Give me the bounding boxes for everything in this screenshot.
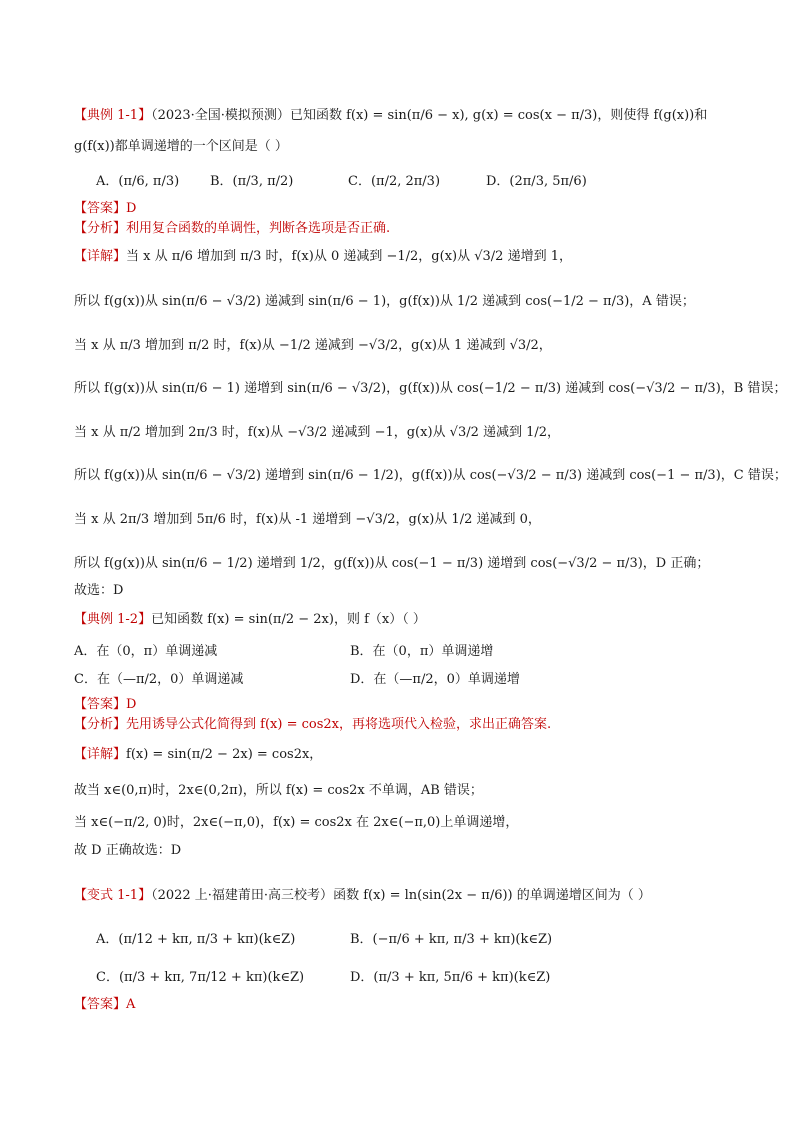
ex11-detail-line1 [74,248,572,266]
ex11-analysis-text: 利用复合函数的单调性，判断各选项是否正确. [126,221,391,236]
var11-option-d: D．(π/3 + kπ, 5π/6 + kπ)(k∈Z) [350,970,551,985]
ex11-detail-line6: 所以 f(g(x))从 sin(π/6 − √3/2) 递增到 sin(π/6 − 1/2)，g(f(x))从 cos(−√3/2 − π/3) 递减到 cos(−1 − π/3)，C 错误； [74,468,787,483]
ex12-option-c: C．在（—π/2，0）单调递减 [74,672,244,687]
var11-source: （2022 上·福建莆田·高三校考） [151,888,334,903]
ex11-stem-line2 [74,138,288,156]
ex12-detail-line1 [74,746,322,764]
ex12-analysis-text: 先用诱导公式化简得到 f(x) = cos2x，再将选项代入检验，求出正确答案. [126,717,552,732]
ex11-detail-line5: 当 x 从 π/2 增加到 2π/3 时，f(x)从 −√3/2 递减到 −1，g(x)从 √3/2 递减到 1/2， [74,425,561,440]
ex11-detail-line7: 当 x 从 2π/3 增加到 5π/6 时，f(x)从 -1 递增到 −√3/2，g(x)从 1/2 递减到 0， [74,512,541,527]
var11-tag: 【变式 1-1】 [74,888,152,903]
ex11-analysis [74,220,390,238]
ex12-analysis [74,716,551,734]
ex11-analysis-tag: 【分析】 [74,221,127,236]
ex12-option-d: D．在（—π/2，0）单调递增 [350,672,520,687]
ex11-answer-value: D [126,201,137,216]
var11-answer-tag: 【答案】 [74,997,127,1012]
ex11-stem-b: g(f(x))都单调递增的一个区间是（ ） [74,139,288,154]
ex12-detail-d1: f(x) = sin(π/2 − 2x) = cos2x， [126,747,323,762]
var11-option-a: A．(π/12 + kπ, π/3 + kπ)(k∈Z) [96,932,296,947]
ex11-answer-tag: 【答案】 [74,201,127,216]
ex11-detail-line2: 所以 f(g(x))从 sin(π/6 − √3/2) 递减到 sin(π/6 − 1)，g(f(x))从 1/2 递减到 cos(−1/2 − π/3)，A 错误； [74,294,695,309]
ex11-source: （2023·全国·模拟预测） [151,108,290,123]
ex12-answer-tag: 【答案】 [74,697,127,712]
var11-option-b: B．(−π/6 + kπ, π/3 + kπ)(k∈Z) [350,932,553,947]
var11-stem [74,887,651,905]
ex11-detail-line4: 所以 f(g(x))从 sin(π/6 − 1) 递增到 sin(π/6 − √3/2)，g(f(x))从 cos(−1/2 − π/3) 递减到 cos(−√3/2 − π/3)，B 错误； [74,381,787,396]
ex11-detail-line8: 所以 f(g(x))从 sin(π/6 − 1/2) 递增到 1/2，g(f(x))从 cos(−1 − π/3) 递增到 cos(−√3/2 − π/3)，D 正确； [74,556,710,571]
ex12-detail-line2: 故当 x∈(0,π)时，2x∈(0,2π)，所以 f(x) = cos2x 不单调，AB 错误； [74,783,483,798]
ex11-answer [74,200,136,218]
ex12-detail-line4: 故 D 正确故选：D [74,843,182,858]
ex12-stem-text: 已知函数 f(x) = sin(π/2 − 2x)，则 f（x）（ ） [151,612,426,627]
ex12-answer [74,696,136,714]
var11-option-c: C．(π/3 + kπ, 7π/12 + kπ)(k∈Z) [96,970,305,985]
ex11-detail-tag: 【详解】 [74,249,127,264]
ex11-detail-d1: 当 x 从 π/6 增加到 π/3 时，f(x)从 0 递减到 −1/2，g(x)从 √3/2 递增到 1， [126,249,572,264]
ex11-option-a: A．(π/6, π/3) [96,174,180,189]
ex11-tag: 【典例 1-1】 [74,108,152,123]
ex11-stem-line1 [74,107,707,125]
ex12-detail-line3: 当 x∈(−π/2, 0)时，2x∈(−π,0)，f(x) = cos2x 在 2x∈(−π,0)上单调递增， [74,815,519,830]
ex11-option-d: D．(2π/3, 5π/6) [486,174,587,189]
ex12-option-b: B．在（0，π）单调递增 [350,644,494,659]
ex12-analysis-tag: 【分析】 [74,717,127,732]
var11-answer-value: A [126,997,136,1012]
ex12-answer-value: D [126,697,137,712]
var11-answer [74,996,135,1014]
ex12-option-a: A．在（0，π）单调递减 [74,644,218,659]
ex11-option-b: B．(π/3, π/2) [210,174,294,189]
ex11-stem-a: 已知函数 f(x) = sin(π/6 − x), g(x) = cos(x − π/3)，则使得 f(g(x))和 [289,108,708,123]
ex11-detail-line3: 当 x 从 π/3 增加到 π/2 时，f(x)从 −1/2 递减到 −√3/2，g(x)从 1 递减到 √3/2， [74,338,552,353]
ex12-detail-tag: 【详解】 [74,747,127,762]
var11-stem-text: 函数 f(x) = ln(sin(2x − π/6)) 的单调递增区间为（ ） [333,888,651,903]
ex12-tag: 【典例 1-2】 [74,612,152,627]
ex11-option-c: C．(π/2, 2π/3) [348,174,441,189]
ex11-final: 故选：D [74,583,124,598]
ex12-stem [74,611,426,629]
